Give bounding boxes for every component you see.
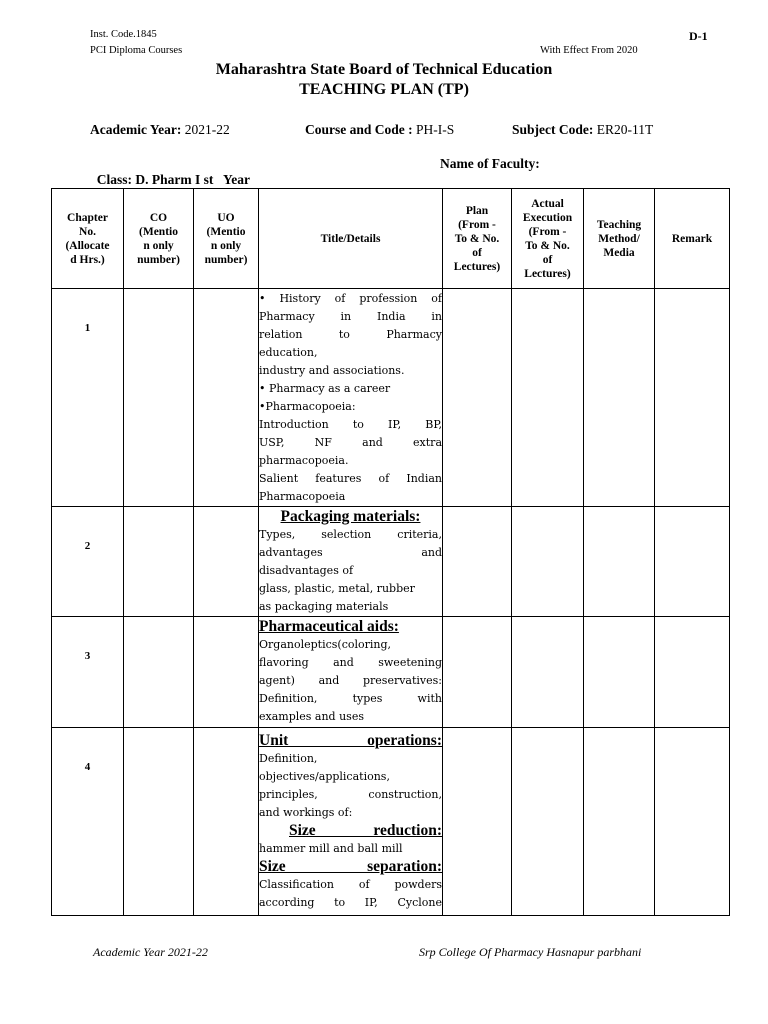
- header-line: Chapter: [67, 211, 108, 224]
- header-teaching: [584, 189, 655, 289]
- plan-cell: [443, 507, 512, 617]
- detail-line: USP, NF and extra: [259, 435, 442, 449]
- header-line: UO: [217, 211, 235, 224]
- academic-year-value: 2021-22: [184, 122, 230, 137]
- effect-date: With Effect From 2020: [540, 45, 638, 56]
- class-label: Class: D. Pharm I st Year: [96, 172, 250, 187]
- detail-line: according to IP, Cyclone: [259, 895, 442, 909]
- details-cell: [259, 507, 443, 617]
- detail-line: industry and associations.: [259, 363, 405, 377]
- uo-cell: [194, 289, 259, 507]
- header-line: (From -: [528, 225, 567, 238]
- uo-cell: [194, 728, 259, 916]
- header-line: To & No.: [525, 239, 570, 252]
- academic-year-label: Academic Year:: [90, 122, 182, 137]
- detail-line: examples and uses: [259, 710, 364, 723]
- chapter-number: 3: [52, 617, 124, 728]
- header-line: Lectures): [524, 267, 571, 280]
- table-row: [52, 507, 730, 617]
- header-plan: [443, 189, 512, 289]
- course-label: Course and Code :: [305, 122, 413, 137]
- detail-line: Classification of powders: [259, 877, 442, 891]
- detail-line: advantages and: [259, 545, 442, 559]
- plan-cell: [443, 289, 512, 507]
- inst-code: Inst. Code.1845: [90, 29, 157, 40]
- detail-line: education,: [259, 345, 318, 359]
- detail-line: • Pharmacy as a career: [259, 381, 391, 395]
- details-cell: [259, 289, 443, 507]
- header-line: of: [542, 253, 553, 266]
- board-title: Maharashtra State Board of Technical Education: [215, 61, 553, 78]
- header-line: n only: [143, 239, 174, 252]
- plan-title: TEACHING PLAN (TP): [299, 81, 469, 98]
- actual-cell: [512, 289, 584, 507]
- header-line: d Hrs.): [70, 253, 105, 266]
- uo-cell: [194, 507, 259, 617]
- uo-cell: [194, 617, 259, 728]
- detail-line: disadvantages of: [259, 563, 354, 577]
- detail-line: Salient features of Indian: [259, 471, 442, 485]
- header-line: number): [137, 253, 180, 266]
- teaching-cell: [584, 507, 655, 617]
- header-title: [259, 189, 443, 289]
- teaching-cell: [584, 289, 655, 507]
- remark-cell: [655, 728, 730, 916]
- details-cell: [259, 617, 443, 728]
- detail-line: Pharmacopoeia: [259, 489, 346, 503]
- header-line: Teaching: [596, 218, 642, 231]
- header-line: Plan: [465, 204, 489, 217]
- teaching-plan-table: [51, 188, 730, 916]
- plan-cell: [443, 617, 512, 728]
- detail-line: Organoleptics(coloring,: [259, 638, 392, 651]
- faculty-label: Name of Faculty:: [440, 156, 540, 171]
- detail-line: Introduction to IP, BP,: [259, 417, 442, 431]
- detail-line: Definition, types with: [259, 692, 442, 705]
- class-field: [90, 156, 250, 188]
- header-line: CO: [149, 211, 168, 224]
- detail-line: as packaging materials: [259, 599, 389, 613]
- chapter-number: 1: [52, 289, 124, 507]
- detail-line: and workings of:: [259, 805, 353, 819]
- detail-line: Types, selection criteria,: [259, 527, 442, 541]
- header-line: Method/: [598, 232, 640, 245]
- header-line: To & No.: [454, 232, 500, 245]
- header-line: n only: [210, 239, 242, 252]
- subject-field: [512, 122, 653, 138]
- actual-cell: [512, 617, 584, 728]
- header-uo: [194, 189, 259, 289]
- detail-line: pharmacopoeia.: [259, 453, 349, 467]
- header-line: Title/Details: [320, 232, 381, 245]
- detail-line: hammer mill and ball mill: [259, 841, 403, 855]
- detail-line: •Pharmacopoeia:: [259, 399, 356, 413]
- details-cell: [259, 728, 443, 916]
- detail-line: glass, plastic, metal, rubber: [259, 581, 415, 595]
- co-cell: [124, 507, 194, 617]
- header-line: Media: [603, 246, 635, 259]
- chapter-number: 4: [52, 728, 124, 916]
- detail-line: Definition,: [259, 751, 318, 765]
- footer-college: Srp College Of Pharmacy Hasnapur parbhani: [419, 945, 642, 959]
- course-field: [305, 122, 454, 138]
- subject-label: Subject Code:: [512, 122, 594, 137]
- header-chapter: [52, 189, 124, 289]
- academic-year-field: [90, 122, 230, 138]
- co-cell: [124, 728, 194, 916]
- section-heading: Pharmaceutical aids:: [259, 618, 399, 635]
- detail-line: agent) and preservatives:: [259, 674, 442, 687]
- header-line: Remark: [671, 232, 713, 245]
- chapter-number: 2: [52, 507, 124, 617]
- remark-cell: [655, 289, 730, 507]
- detail-line: Pharmacy in India in: [259, 309, 442, 323]
- detail-line: • History of profession of: [259, 291, 442, 305]
- courses-label: PCI Diploma Courses: [90, 45, 183, 56]
- co-cell: [124, 289, 194, 507]
- teaching-cell: [584, 617, 655, 728]
- plan-cell: [443, 728, 512, 916]
- detail-line: objectives/applications,: [259, 769, 390, 783]
- remark-cell: [655, 617, 730, 728]
- header-line: Lectures): [453, 260, 501, 273]
- detail-line: relation to Pharmacy: [259, 327, 442, 341]
- table-row: [52, 289, 730, 507]
- detail-line: flavoring and sweetening: [259, 656, 442, 669]
- actual-cell: [512, 728, 584, 916]
- page-ref: D-1: [689, 29, 708, 43]
- footer-academic-year: Academic Year 2021-22: [93, 945, 208, 959]
- subsection-heading: Size separation:: [259, 857, 442, 875]
- subsection-heading: Size reduction:: [289, 821, 442, 839]
- header-line: Execution: [522, 211, 573, 224]
- teaching-cell: [584, 728, 655, 916]
- co-cell: [124, 617, 194, 728]
- table-row: [52, 728, 730, 916]
- header-line: (Mentio: [206, 225, 246, 238]
- header-co: [124, 189, 194, 289]
- header-line: of: [472, 246, 482, 259]
- header-remark: [655, 189, 730, 289]
- faculty-field: [440, 156, 540, 172]
- detail-line: principles, construction,: [259, 787, 442, 801]
- header-line: (Mentio: [139, 225, 178, 238]
- section-heading: Packaging materials:: [280, 507, 421, 525]
- header-line: (From -: [458, 218, 496, 231]
- header-line: (Allocate: [65, 239, 110, 252]
- header-line: No.: [79, 225, 96, 238]
- table-header-row: [52, 189, 730, 289]
- table-row: [52, 617, 730, 728]
- actual-cell: [512, 507, 584, 617]
- course-value: PH-I-S: [416, 122, 455, 137]
- header-actual: [512, 189, 584, 289]
- header-line: number): [204, 253, 248, 266]
- remark-cell: [655, 507, 730, 617]
- section-heading: Unit operations:: [259, 731, 442, 749]
- header-line: Actual: [531, 197, 564, 210]
- subject-value: ER20-11T: [596, 122, 654, 137]
